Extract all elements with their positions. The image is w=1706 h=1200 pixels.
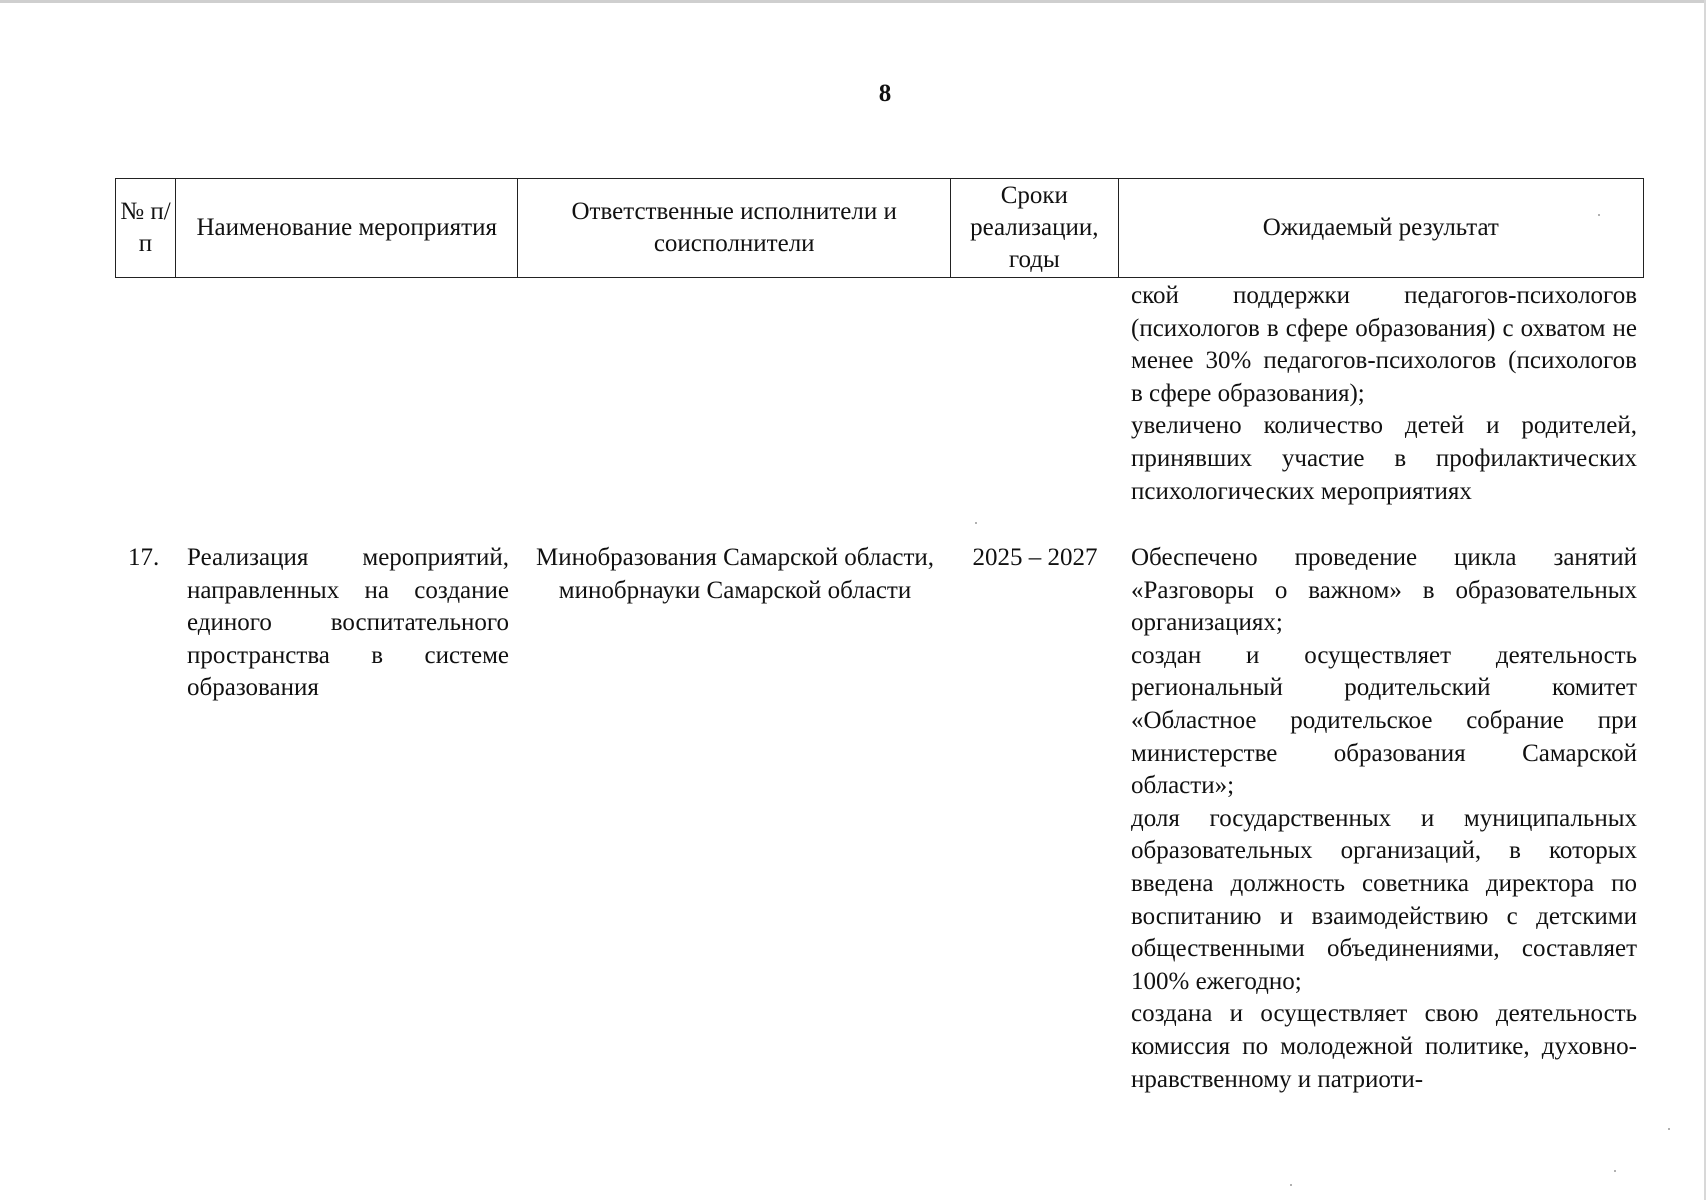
scan-speck bbox=[1290, 1184, 1292, 1186]
scan-speck bbox=[1668, 1128, 1670, 1130]
row-17-term: 2025 – 2027 bbox=[972, 544, 1098, 571]
header-number: № п/п bbox=[116, 179, 176, 277]
header-event-name: Наименование мероприятия bbox=[176, 179, 519, 277]
continued-result-paragraph: ской поддержки педагогов-психологов (психологов в сфере образования) с охватом не менее 30% педагогов-психологов (психологов в сфере образования); bbox=[1131, 282, 1637, 407]
scan-speck bbox=[1614, 1170, 1616, 1172]
result-paragraph: Обеспечено проведение цикла занятий «Разговоры о важном» в образовательных организациях; bbox=[1131, 544, 1637, 637]
scan-speck bbox=[975, 522, 977, 524]
continued-result-cell bbox=[1131, 280, 1637, 508]
header-term: Сроки реализации, годы bbox=[951, 179, 1119, 277]
header-responsible: Ответственные исполнители и соисполнители bbox=[518, 179, 950, 277]
result-paragraph: доля государственных и муниципальных образовательных организаций, в которых введена должность советника директора по воспитанию и взаимодействию с детскими общественными объединениями, составляет 100% ежегодно; bbox=[1131, 804, 1637, 995]
header-expected-result: Ожидаемый результат bbox=[1262, 214, 1499, 241]
page-top-edge bbox=[0, 0, 1706, 3]
result-paragraph: создан и осуществляет деятельность региональный родительский комитет «Областное родительское собрание при министерстве образования Самарской области»; bbox=[1131, 641, 1637, 800]
continued-result-paragraph: увеличено количество детей и родителей, принявших участие в профилактических психологических мероприятиях bbox=[1131, 412, 1637, 505]
scan-speck bbox=[1598, 214, 1600, 216]
row-17-event-name: Реализация мероприятий, направленных на создание единого воспитательного пространства в системе образования bbox=[187, 544, 509, 702]
result-paragraph: создана и осуществляет свою деятельность комиссия по молодежной политике, духовно-нравственному и патриоти- bbox=[1131, 1000, 1637, 1093]
page-number: 8 bbox=[878, 80, 892, 107]
row-17-result bbox=[1131, 542, 1637, 1096]
row-17-number: 17. bbox=[128, 544, 160, 571]
row-17-responsible: Минобразования Самарской области, минобрнауки Самарской области bbox=[535, 544, 935, 604]
table-header bbox=[115, 178, 1644, 278]
